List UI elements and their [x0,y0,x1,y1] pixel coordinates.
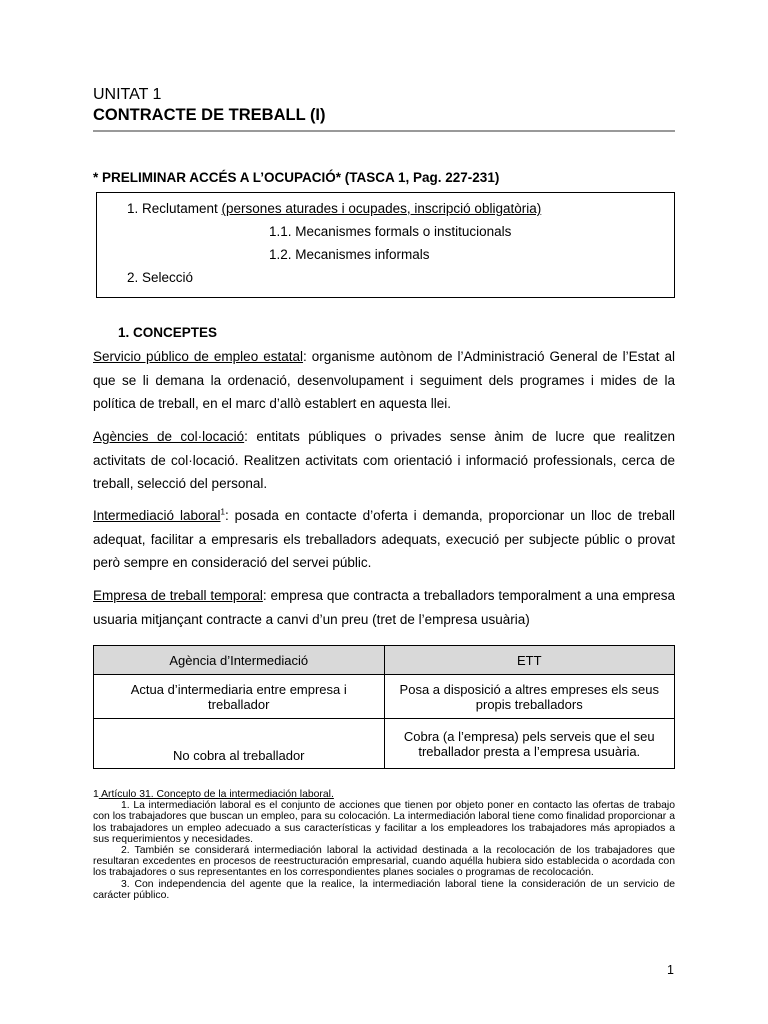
paragraph-public-employment-service [93,345,675,416]
page-number: 1 [667,963,674,977]
table-header-cell: ETT [384,646,675,675]
term-public-employment-service: Servicio público de empleo estatal [93,349,304,364]
footnote-paragraph: 2. También se considerará intermediación laboral la actividad destinada a la recolocación de los trabajadores que resultaran excedentes en procesos de reestructuración empresarial, cuando aquélla hubiera sido establecida o acordada con los trabajadores o sus representantes en los correspondientes planes sociales o programas de recolocación. [93,845,675,879]
preliminary-heading: * PRELIMINAR ACCÉS A L’OCUPACIÓ* (TASCA 1, Pag. 227-231) [93,170,500,185]
definition-placement-agencies: : entitats públiques o privades sense ànim de lucre que realitzen activitats de col·locació. Realitzen activitats com orientació i informació professionals, cerca de treball, selecció del personal. [93,429,675,491]
definition-temporary-work-company: : empresa que contracta a treballadors temporalment a una empresa usuaria mitjançant contracte a canvi d’un preu (tret de l’empresa usuària) [93,588,675,627]
table-cell: Actua d’intermediaria entre empresa i treballador [94,675,385,719]
outline-item-selection: 2. Selecció [127,270,194,285]
footnote-paragraph: 1. La intermediación laboral es el conjunto de acciones que tienen por objeto poner en contacto las ofertas de trabajo con los trabajadores que buscan un empleo, para su colocación. La intermediación laboral tiene como finalidad proporcionar a los trabajadores un empleo adecuado a sus características y facilitar a los empleadores los trabajadores más apropiados a sus requerimientos y necesidades. [93,800,675,845]
footnote-reference: 1 [220,507,225,517]
outline-item-recruitment-detail: (persones aturades i ocupades, inscripció obligatòria) [221,201,542,216]
unit-label: UNITAT 1 [93,86,162,103]
definition-labour-intermediation: : posada en contacte d’oferta i demanda, proporcionar un lloc de treball adequat, facilitar a empresaris els treballadors adequats, execució per subjecte públic o provat però sempre en consideració del servei públic. [93,508,675,570]
paragraph-placement-agencies [93,425,675,496]
preliminary-outline-box [96,192,675,298]
title-divider [93,130,675,132]
table-header-row [94,646,675,675]
table-header-cell: Agència d’Intermediació [94,646,385,675]
outline-subitem-informal: 1.2. Mecanismes informals [269,247,430,262]
term-placement-agencies: Agències de col·locació [93,429,245,444]
page-title: CONTRACTE DE TREBALL (I) [93,106,326,124]
footnote-paragraph: 3. Con independencia del agente que la realice, la intermediación laboral tiene la consideración de un servicio de carácter público. [93,878,675,901]
outline-item-recruitment-label: 1. Reclutament [127,201,222,216]
table-row [94,719,675,769]
outline-subitem-formal: 1.1. Mecanismes formals o institucionals [269,224,512,239]
footnote [93,789,675,901]
section-heading-concepts: 1. CONCEPTES [118,325,218,340]
table-cell: Cobra (a l’empresa) pels serveis que el seu treballador presta a l’empresa usuària. [384,719,675,769]
footnote-marker: 1 [93,789,99,800]
table-row [94,675,675,719]
footnote-title: Artículo 31. Concepto de la intermediación laboral. [98,789,334,800]
definition-public-employment-service: : organisme autònom de l’Administració General de l’Estat al que se li demana la ordenació, desenvolupament i seguiment dels programes i mides de la política de treball, en el marc d’allò establert en aquesta llei. [93,349,675,411]
paragraph-labour-intermediation [93,504,675,575]
table-cell: No cobra al treballador [94,719,385,769]
table-cell: Posa a disposició a altres empreses els seus propis treballadors [384,675,675,719]
outline-item-recruitment [127,201,541,216]
footnote-title-line [93,789,675,800]
term-temporary-work-company: Empresa de treball temporal [93,588,263,603]
comparison-table [93,645,675,769]
paragraph-temporary-work-company [93,584,675,631]
term-labour-intermediation: Intermediació laboral [93,508,221,523]
